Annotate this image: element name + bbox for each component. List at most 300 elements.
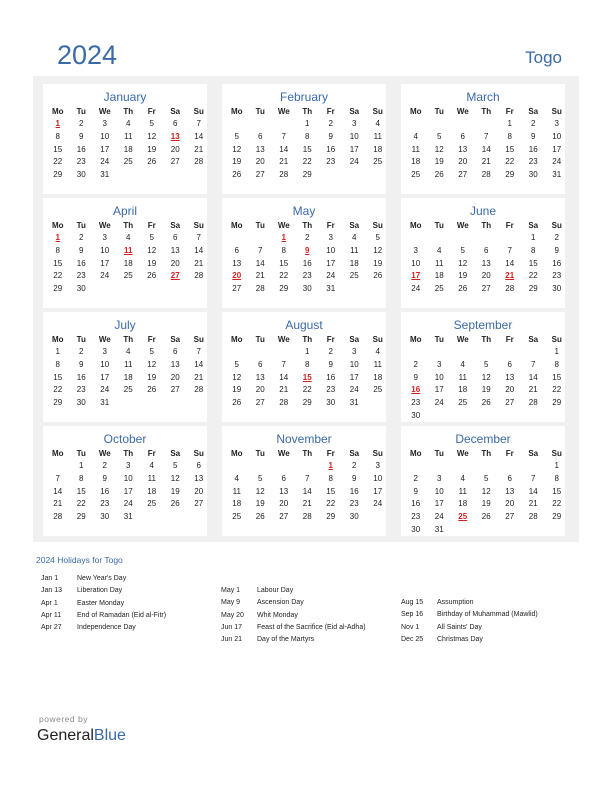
day-cell: 27 bbox=[170, 157, 180, 167]
day-cell: 9 bbox=[413, 372, 418, 382]
holiday-date: May 9 bbox=[221, 599, 241, 607]
day-cell: 10 bbox=[100, 359, 110, 369]
weekday-label: Fr bbox=[326, 221, 335, 230]
holiday-name: Christmas Day bbox=[437, 635, 483, 643]
day-cell: 23 bbox=[411, 512, 421, 522]
day-cell: 20 bbox=[194, 486, 204, 496]
day-cell: 3 bbox=[102, 233, 107, 242]
day-cell: 10 bbox=[326, 245, 336, 255]
day-cell: 7 bbox=[196, 119, 201, 128]
weekday-label: Tu bbox=[434, 335, 444, 344]
holidays-title: 2024 Holidays for Togo bbox=[36, 555, 123, 565]
weekday-label: Mo bbox=[409, 221, 422, 230]
day-cell: 18 bbox=[123, 258, 133, 268]
day-cell: 9 bbox=[79, 359, 84, 369]
day-cell: 16 bbox=[100, 486, 110, 496]
day-cell: 4 bbox=[352, 233, 357, 242]
day-cell: 28 bbox=[505, 284, 515, 294]
day-cell: 31 bbox=[552, 170, 562, 180]
day-cell: 28 bbox=[194, 271, 204, 281]
weekday-label: Su bbox=[551, 335, 562, 344]
day-cell: 10 bbox=[434, 372, 444, 382]
day-cell: 29 bbox=[53, 398, 63, 408]
day-cell: 23 bbox=[349, 499, 359, 509]
day-cell: 28 bbox=[302, 512, 312, 522]
day-cell: 7 bbox=[305, 473, 310, 483]
day-cell: 5 bbox=[149, 119, 154, 128]
day-cell: 1 bbox=[55, 347, 60, 356]
holiday-day-cell: 1 bbox=[55, 119, 60, 128]
day-cell: 10 bbox=[100, 245, 110, 255]
month-name: February bbox=[279, 90, 329, 104]
day-cell: 18 bbox=[147, 486, 157, 496]
day-cell: 18 bbox=[123, 372, 133, 382]
weekday-label: Tu bbox=[255, 107, 265, 116]
day-cell: 30 bbox=[326, 398, 336, 408]
day-cell: 31 bbox=[349, 398, 359, 408]
day-cell: 26 bbox=[255, 512, 265, 522]
day-cell: 8 bbox=[531, 245, 536, 255]
day-cell: 4 bbox=[375, 347, 380, 356]
day-cell: 14 bbox=[279, 372, 289, 382]
day-cell: 30 bbox=[349, 512, 359, 522]
day-cell: 24 bbox=[349, 157, 359, 167]
weekday-label: Tu bbox=[255, 335, 265, 344]
month-name: October bbox=[103, 432, 147, 446]
day-cell: 7 bbox=[484, 131, 489, 141]
day-cell: 7 bbox=[196, 347, 201, 356]
day-cell: 26 bbox=[147, 271, 157, 281]
month-panel-july bbox=[43, 312, 207, 422]
weekday-label: Th bbox=[123, 221, 134, 230]
month-panel-april bbox=[43, 198, 207, 308]
day-cell: 10 bbox=[349, 359, 359, 369]
day-cell: 28 bbox=[255, 284, 265, 294]
day-cell: 25 bbox=[123, 157, 133, 167]
day-cell: 6 bbox=[173, 233, 178, 242]
day-cell: 20 bbox=[505, 385, 515, 395]
day-cell: 9 bbox=[328, 131, 333, 141]
day-cell: 13 bbox=[194, 473, 204, 483]
day-cell: 24 bbox=[411, 284, 421, 294]
weekday-label: Su bbox=[551, 449, 562, 458]
day-cell: 7 bbox=[531, 473, 536, 483]
day-cell: 30 bbox=[100, 512, 110, 522]
day-cell: 27 bbox=[505, 512, 515, 522]
holiday-day-cell: 11 bbox=[124, 245, 133, 255]
weekday-label: Sa bbox=[170, 107, 181, 116]
day-cell: 14 bbox=[53, 486, 63, 496]
day-cell: 12 bbox=[255, 486, 265, 496]
day-cell: 25 bbox=[123, 385, 133, 395]
weekday-label: Tu bbox=[76, 335, 86, 344]
weekday-label: We bbox=[277, 449, 290, 458]
day-cell: 23 bbox=[411, 398, 421, 408]
day-cell: 11 bbox=[373, 359, 382, 369]
holiday-date: Nov 1 bbox=[401, 623, 420, 631]
day-cell: 13 bbox=[279, 486, 289, 496]
holiday-date: Apr 27 bbox=[41, 624, 62, 632]
day-cell: 12 bbox=[147, 131, 157, 141]
holiday-date: Jun 17 bbox=[221, 623, 243, 631]
day-cell: 21 bbox=[528, 385, 538, 395]
weekday-label: Fr bbox=[147, 449, 156, 458]
day-cell: 8 bbox=[328, 473, 333, 483]
day-cell: 27 bbox=[232, 284, 242, 294]
day-cell: 1 bbox=[305, 347, 310, 356]
day-cell: 27 bbox=[505, 398, 515, 408]
day-cell: 21 bbox=[279, 385, 289, 395]
day-cell: 26 bbox=[434, 170, 444, 180]
day-cell: 25 bbox=[349, 271, 359, 281]
holiday-date: Dec 25 bbox=[401, 635, 424, 643]
month-name: December bbox=[455, 432, 511, 446]
day-cell: 5 bbox=[234, 131, 239, 141]
day-cell: 8 bbox=[507, 131, 512, 141]
day-cell: 21 bbox=[302, 499, 312, 509]
weekday-label: Su bbox=[372, 335, 383, 344]
weekday-label: Th bbox=[481, 335, 492, 344]
holiday-day-cell: 17 bbox=[411, 271, 421, 281]
holiday-day-cell: 1 bbox=[55, 233, 60, 242]
day-cell: 5 bbox=[437, 131, 442, 141]
day-cell: 29 bbox=[326, 512, 336, 522]
day-cell: 16 bbox=[326, 372, 336, 382]
weekday-label: Fr bbox=[505, 335, 514, 344]
month-panel-august bbox=[222, 312, 386, 422]
weekday-label: Th bbox=[302, 221, 313, 230]
day-cell: 19 bbox=[481, 499, 491, 509]
day-cell: 14 bbox=[481, 144, 491, 154]
weekday-label: Mo bbox=[230, 335, 243, 344]
day-cell: 30 bbox=[411, 411, 421, 420]
day-cell: 23 bbox=[76, 157, 86, 167]
weekday-label: Th bbox=[123, 107, 134, 116]
day-cell: 4 bbox=[437, 245, 442, 255]
day-cell: 7 bbox=[531, 359, 536, 369]
day-cell: 30 bbox=[76, 284, 86, 294]
day-cell: 27 bbox=[170, 385, 180, 395]
day-cell: 7 bbox=[196, 233, 201, 242]
day-cell: 26 bbox=[481, 398, 491, 408]
day-cell: 20 bbox=[255, 157, 265, 167]
weekday-label: Fr bbox=[505, 221, 514, 230]
day-cell: 3 bbox=[437, 473, 442, 483]
day-cell: 23 bbox=[326, 157, 336, 167]
weekday-label: Fr bbox=[326, 335, 335, 344]
day-cell: 19 bbox=[481, 385, 491, 395]
day-cell: 15 bbox=[552, 372, 562, 382]
day-cell: 2 bbox=[554, 233, 559, 242]
holiday-name: All Saints' Day bbox=[437, 623, 482, 631]
day-cell: 31 bbox=[100, 398, 110, 408]
day-cell: 15 bbox=[53, 372, 63, 382]
day-cell: 17 bbox=[349, 372, 359, 382]
day-cell: 3 bbox=[102, 347, 107, 356]
weekday-label: Tu bbox=[76, 221, 86, 230]
day-cell: 8 bbox=[305, 359, 310, 369]
day-cell: 4 bbox=[126, 119, 131, 128]
day-cell: 12 bbox=[232, 144, 242, 154]
day-cell: 4 bbox=[234, 473, 239, 483]
day-cell: 1 bbox=[531, 233, 536, 242]
day-cell: 19 bbox=[458, 271, 468, 281]
day-cell: 21 bbox=[481, 157, 491, 167]
weekday-label: Th bbox=[481, 449, 492, 458]
day-cell: 28 bbox=[194, 385, 204, 395]
day-cell: 3 bbox=[102, 119, 107, 128]
day-cell: 19 bbox=[255, 499, 265, 509]
day-cell: 9 bbox=[79, 245, 84, 255]
day-cell: 29 bbox=[552, 398, 562, 408]
weekday-label: Sa bbox=[349, 107, 360, 116]
day-cell: 12 bbox=[147, 359, 157, 369]
holiday-day-cell: 16 bbox=[411, 385, 421, 395]
day-cell: 8 bbox=[281, 245, 286, 255]
weekday-label: Mo bbox=[51, 335, 64, 344]
day-cell: 3 bbox=[554, 119, 559, 128]
weekday-label: Th bbox=[123, 335, 134, 344]
day-cell: 1 bbox=[79, 461, 84, 470]
day-cell: 5 bbox=[460, 245, 465, 255]
day-cell: 24 bbox=[434, 398, 444, 408]
weekday-label: Th bbox=[302, 335, 313, 344]
month-name: March bbox=[466, 90, 500, 104]
generalblue-logo[interactable] bbox=[37, 727, 126, 745]
day-cell: 4 bbox=[126, 347, 131, 356]
day-cell: 9 bbox=[531, 131, 536, 141]
day-cell: 22 bbox=[552, 499, 562, 509]
day-cell: 17 bbox=[349, 144, 359, 154]
day-cell: 22 bbox=[505, 157, 515, 167]
day-cell: 22 bbox=[302, 385, 312, 395]
day-cell: 14 bbox=[194, 245, 204, 255]
day-cell: 5 bbox=[484, 359, 489, 369]
day-cell: 11 bbox=[435, 258, 444, 268]
day-cell: 8 bbox=[554, 473, 559, 483]
day-cell: 23 bbox=[326, 385, 336, 395]
day-cell: 8 bbox=[55, 245, 60, 255]
month-panel-september bbox=[401, 312, 565, 422]
day-cell: 13 bbox=[255, 144, 265, 154]
weekday-label: We bbox=[98, 107, 111, 116]
day-cell: 26 bbox=[458, 284, 468, 294]
day-cell: 1 bbox=[507, 119, 512, 128]
weekday-label: Sa bbox=[528, 449, 539, 458]
day-cell: 14 bbox=[194, 131, 204, 141]
day-cell: 26 bbox=[170, 499, 180, 509]
day-cell: 21 bbox=[255, 271, 265, 281]
weekday-label: Sa bbox=[349, 449, 360, 458]
day-cell: 17 bbox=[326, 258, 336, 268]
weekday-label: Sa bbox=[528, 335, 539, 344]
day-cell: 28 bbox=[279, 398, 289, 408]
day-cell: 9 bbox=[413, 486, 418, 496]
weekday-label: Sa bbox=[349, 335, 360, 344]
weekday-label: Fr bbox=[505, 449, 514, 458]
weekday-label: Th bbox=[481, 221, 492, 230]
day-cell: 23 bbox=[528, 157, 538, 167]
weekday-label: We bbox=[456, 221, 469, 230]
day-cell: 12 bbox=[481, 486, 491, 496]
day-cell: 14 bbox=[279, 144, 289, 154]
day-cell: 6 bbox=[507, 473, 512, 483]
weekday-label: Su bbox=[372, 107, 383, 116]
day-cell: 25 bbox=[373, 385, 383, 395]
day-cell: 19 bbox=[373, 258, 383, 268]
holiday-name: Labour Day bbox=[257, 587, 294, 594]
weekday-label: Th bbox=[302, 449, 313, 458]
day-cell: 20 bbox=[481, 271, 491, 281]
holiday-name: End of Ramadan (Eid al-Fitr) bbox=[77, 611, 167, 619]
day-cell: 7 bbox=[55, 473, 60, 483]
weekday-label: We bbox=[277, 107, 290, 116]
day-cell: 2 bbox=[352, 461, 357, 470]
brand-blue: Blue bbox=[93, 727, 126, 744]
day-cell: 24 bbox=[373, 499, 383, 509]
day-cell: 10 bbox=[123, 473, 133, 483]
day-cell: 23 bbox=[552, 271, 562, 281]
day-cell: 28 bbox=[194, 157, 204, 167]
holiday-day-cell: 1 bbox=[328, 461, 333, 470]
day-cell: 15 bbox=[552, 486, 562, 496]
day-cell: 3 bbox=[413, 245, 418, 255]
country-title: Togo bbox=[525, 48, 562, 67]
day-cell: 4 bbox=[126, 233, 131, 242]
day-cell: 25 bbox=[147, 499, 157, 509]
day-cell: 20 bbox=[170, 372, 180, 382]
weekday-label: Tu bbox=[76, 449, 86, 458]
holiday-name: Ascension Day bbox=[257, 599, 304, 607]
day-cell: 13 bbox=[170, 245, 180, 255]
weekday-label: Fr bbox=[326, 107, 335, 116]
weekday-label: Fr bbox=[147, 107, 156, 116]
holiday-date: May 1 bbox=[221, 587, 241, 594]
day-cell: 27 bbox=[194, 499, 204, 509]
holiday-day-cell: 25 bbox=[458, 512, 468, 522]
day-cell: 24 bbox=[349, 385, 359, 395]
day-cell: 30 bbox=[528, 170, 538, 180]
day-cell: 18 bbox=[411, 157, 421, 167]
day-cell: 13 bbox=[255, 372, 265, 382]
day-cell: 25 bbox=[458, 398, 468, 408]
day-cell: 6 bbox=[173, 119, 178, 128]
day-cell: 17 bbox=[123, 486, 133, 496]
day-cell: 14 bbox=[302, 486, 312, 496]
day-cell: 13 bbox=[481, 258, 491, 268]
day-cell: 14 bbox=[528, 486, 538, 496]
day-cell: 5 bbox=[173, 461, 178, 470]
day-cell: 21 bbox=[279, 157, 289, 167]
holiday-date: Apr 1 bbox=[41, 599, 58, 607]
weekday-label: Mo bbox=[51, 107, 64, 116]
day-cell: 20 bbox=[170, 258, 180, 268]
day-cell: 10 bbox=[434, 486, 444, 496]
day-cell: 31 bbox=[326, 284, 336, 294]
day-cell: 9 bbox=[102, 473, 107, 483]
month-name: July bbox=[114, 318, 136, 332]
month-panel-may bbox=[222, 198, 386, 308]
day-cell: 10 bbox=[349, 131, 359, 141]
weekday-label: We bbox=[456, 107, 469, 116]
day-cell: 12 bbox=[373, 245, 383, 255]
day-cell: 21 bbox=[53, 499, 63, 509]
day-cell: 25 bbox=[434, 284, 444, 294]
day-cell: 6 bbox=[196, 461, 201, 470]
month-name: May bbox=[292, 204, 316, 218]
day-cell: 14 bbox=[255, 258, 265, 268]
month-panel-february bbox=[222, 84, 386, 194]
day-cell: 15 bbox=[528, 258, 538, 268]
day-cell: 22 bbox=[279, 271, 289, 281]
day-cell: 5 bbox=[234, 359, 239, 369]
day-cell: 3 bbox=[352, 347, 357, 356]
day-cell: 24 bbox=[434, 512, 444, 522]
weekday-label: Fr bbox=[147, 335, 156, 344]
weekday-label: Th bbox=[302, 107, 313, 116]
day-cell: 10 bbox=[373, 473, 383, 483]
day-cell: 5 bbox=[484, 473, 489, 483]
day-cell: 20 bbox=[458, 157, 468, 167]
day-cell: 19 bbox=[232, 157, 242, 167]
day-cell: 22 bbox=[76, 499, 86, 509]
day-cell: 2 bbox=[328, 119, 333, 128]
day-cell: 31 bbox=[100, 170, 110, 180]
day-cell: 17 bbox=[100, 144, 110, 154]
day-cell: 10 bbox=[411, 258, 421, 268]
holiday-name: Day of the Martyrs bbox=[257, 636, 315, 644]
day-cell: 8 bbox=[79, 473, 84, 483]
day-cell: 21 bbox=[194, 258, 204, 268]
day-cell: 16 bbox=[302, 258, 312, 268]
holiday-day-cell: 15 bbox=[302, 372, 312, 382]
day-cell: 8 bbox=[554, 359, 559, 369]
day-cell: 28 bbox=[528, 398, 538, 408]
month-name: November bbox=[276, 432, 332, 446]
holiday-name: Assumption bbox=[437, 599, 474, 606]
day-cell: 3 bbox=[437, 359, 442, 369]
holiday-date: Jan 13 bbox=[41, 587, 63, 595]
weekday-label: Tu bbox=[255, 449, 265, 458]
weekday-label: Su bbox=[193, 449, 204, 458]
day-cell: 12 bbox=[170, 473, 180, 483]
month-panel-june bbox=[401, 198, 565, 308]
day-cell: 29 bbox=[302, 170, 312, 180]
day-cell: 4 bbox=[413, 131, 418, 141]
day-cell: 24 bbox=[100, 271, 110, 281]
day-cell: 31 bbox=[434, 525, 444, 534]
month-panel-december bbox=[401, 426, 565, 536]
day-cell: 20 bbox=[255, 385, 265, 395]
holiday-day-cell: 1 bbox=[281, 233, 286, 242]
day-cell: 26 bbox=[147, 157, 157, 167]
day-cell: 20 bbox=[505, 499, 515, 509]
day-cell: 16 bbox=[76, 372, 86, 382]
holiday-date: Jan 1 bbox=[41, 575, 59, 582]
day-cell: 22 bbox=[528, 271, 538, 281]
day-cell: 18 bbox=[373, 372, 383, 382]
day-cell: 21 bbox=[194, 372, 204, 382]
weekday-label: We bbox=[98, 335, 111, 344]
weekday-label: Tu bbox=[434, 107, 444, 116]
day-cell: 11 bbox=[458, 486, 467, 496]
day-cell: 31 bbox=[123, 512, 133, 522]
holiday-name: Independence Day bbox=[77, 624, 136, 632]
day-cell: 30 bbox=[302, 284, 312, 294]
day-cell: 16 bbox=[76, 144, 86, 154]
day-cell: 28 bbox=[53, 512, 63, 522]
day-cell: 2 bbox=[79, 347, 84, 356]
